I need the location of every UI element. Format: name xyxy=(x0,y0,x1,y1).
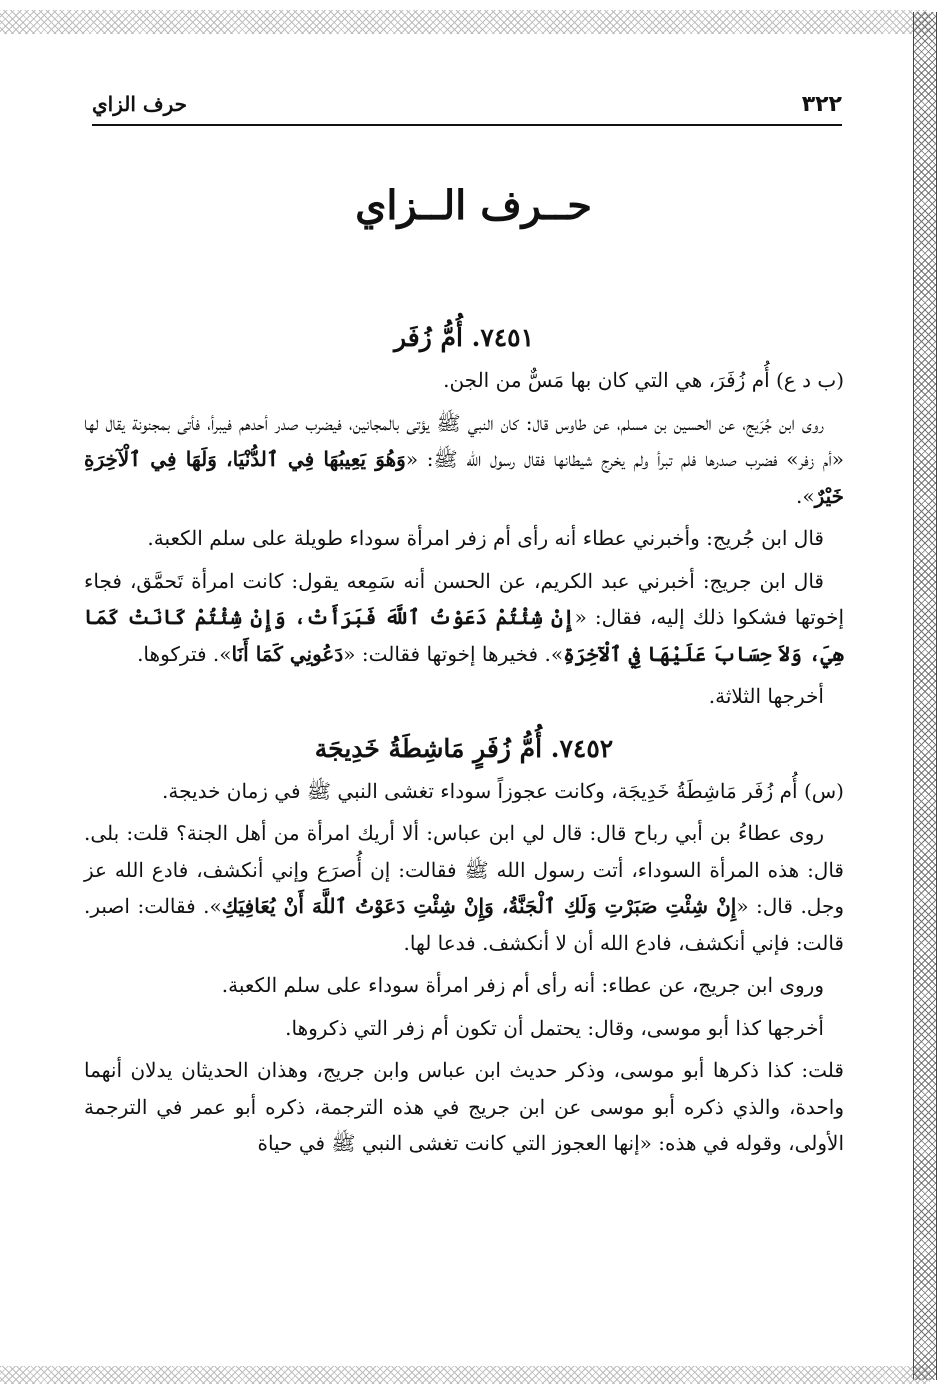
paragraph: أخرجها الثلاثة. xyxy=(708,684,824,708)
entry-title: ٧٤٥٢. أُمُّ زُفَرٍ مَاشِطَةُ خَدِيجَة xyxy=(314,733,614,763)
entry-intro: (ب د ع) أُم زُفَرَ، هي التي كان بها مَسٌّ من الجن. xyxy=(443,368,844,392)
running-header xyxy=(92,90,842,126)
paragraph: قال ابن جُريج: وأخبرني عطاء أنه رأى أم زفر امرأة سوداء طويلة على سلم الكعبة. xyxy=(147,526,824,550)
entry-title: ٧٤٥١. أُمُّ زُفَر xyxy=(393,323,535,352)
section-heading: حرف الزاي xyxy=(92,92,187,116)
paragraph: قال ابن جريج: أخبرني عبد الكريم، عن الحسن أنه سَمِعه يقول: كانت امرأة تَحمَّق، فجاء إخوتها فشكوا ذلك إليه، فقال: «إِنْ شِئْتُمْ دَعَوْتُ ٱللَّهَ فَبَرَأَتْ، وَإِنْ شِئْتُمْ كَانَتْ كَمَا هِيَ، وَلاَ حِسَابَ عَلَيْهَا فِي ٱلْآخِرَةِ». فخيرها إخوتها فقالت: «دَعُونِي كَمَا أَنَا». فتركوها. xyxy=(84,568,845,666)
quoted-text: وَهُوَ يَعِيبُهَا فِي ٱلدُّنْيَا، وَلَهَا فِي ٱلْآخِرَةِ خَيْرٌ xyxy=(84,447,844,508)
quoted-text: إِنْ شِئْتِ صَبَرْتِ وَلَكِ ٱلْجَنَّةُ، وَإِنْ شِئْتِ دَعَوْتُ ٱللَّهَ أَنْ يُعَافِيَكِ xyxy=(221,894,737,918)
paragraph: قلت: كذا ذكرها أبو موسى، وذكر حديث ابن عباس وابن جريج، وهذان الحديثان يدلان أنهما واحدة، والذي ذكره أبو موسى عن ابن جريج في هذه الترجمة، ذكره أبو عمر في الترجمة الأولى، وقوله في هذه: «إنها العجوز التي كانت تغشى النبي ﷺ في حياة xyxy=(84,1058,844,1155)
paragraph: وروى ابن جريج، عن عطاء: أنه رأى أم زفر امرأة سوداء على سلم الكعبة. xyxy=(221,973,824,997)
paragraph: أخرجها كذا أبو موسى، وقال: يحتمل أن تكون أم زفر التي ذكروها. xyxy=(285,1015,824,1040)
page-number: ٣٢٢ xyxy=(801,92,842,117)
top-ornamental-border xyxy=(0,10,930,34)
page-body xyxy=(84,318,844,1162)
quoted-text: دَعُونِي كَمَا أَنَا xyxy=(231,641,344,666)
paragraph: روى عطاءُ بن أبي رباح قال: قال لي ابن عباس: ألا أريك امرأة من أهل الجنة؟ قلت: بلى. قال: هذه المرأة السوداء، أتت رسول الله ﷺ فقالت: إن أُصرَع وإني أنكشف، فادع الله عز وجل. قال: «إِنْ شِئْتِ صَبَرْتِ وَلَكِ ٱلْجَنَّةُ، وَإِنْ شِئْتِ دَعَوْتُ ٱللَّهَ أَنْ يُعَافِيَكِ». فقالت: اصبر. قالت: فإني أنكشف، فادع الله أن لا أنكشف. فدعا لها. xyxy=(84,821,844,955)
paragraph: روى ابن جُرَيج، عن الحسين بن مسلم، عن طاوس قال: كان النبي ﷺ يؤتى بالمجانين، فيضرب صدر أحدهم فيبرأ، فأتى بمجنونة يقال لها «أم زفر» فضرب صدرها فلم تبرأ ولم يخرج شيطانها فقال رسول الله ﷺ: «وَهُوَ يَعِيبُهَا فِي ٱلدُّنْيَا، وَلَهَا فِي ٱلْآخِرَةِ خَيْرٌ». xyxy=(84,410,845,508)
bottom-ornamental-border xyxy=(0,1366,930,1384)
entry-intro: (س) أُم زُفَر مَاشِطَةُ خَدِيجَة، وكانت عجوزاً سوداء تغشى النبي ﷺ في زمان خديجة. xyxy=(162,778,844,803)
chapter-title: حــرف الــزاي xyxy=(355,182,592,229)
quoted-text: إِنْ شِئْتُمْ دَعَوْتُ ٱللَّهَ فَبَرَأَتْ، وَإِنْ شِئْتُمْ كَانَتْ كَمَا هِيَ، وَلاَ حِسَابَ عَلَيْهَا فِي ٱلْآخِرَةِ xyxy=(84,605,844,666)
